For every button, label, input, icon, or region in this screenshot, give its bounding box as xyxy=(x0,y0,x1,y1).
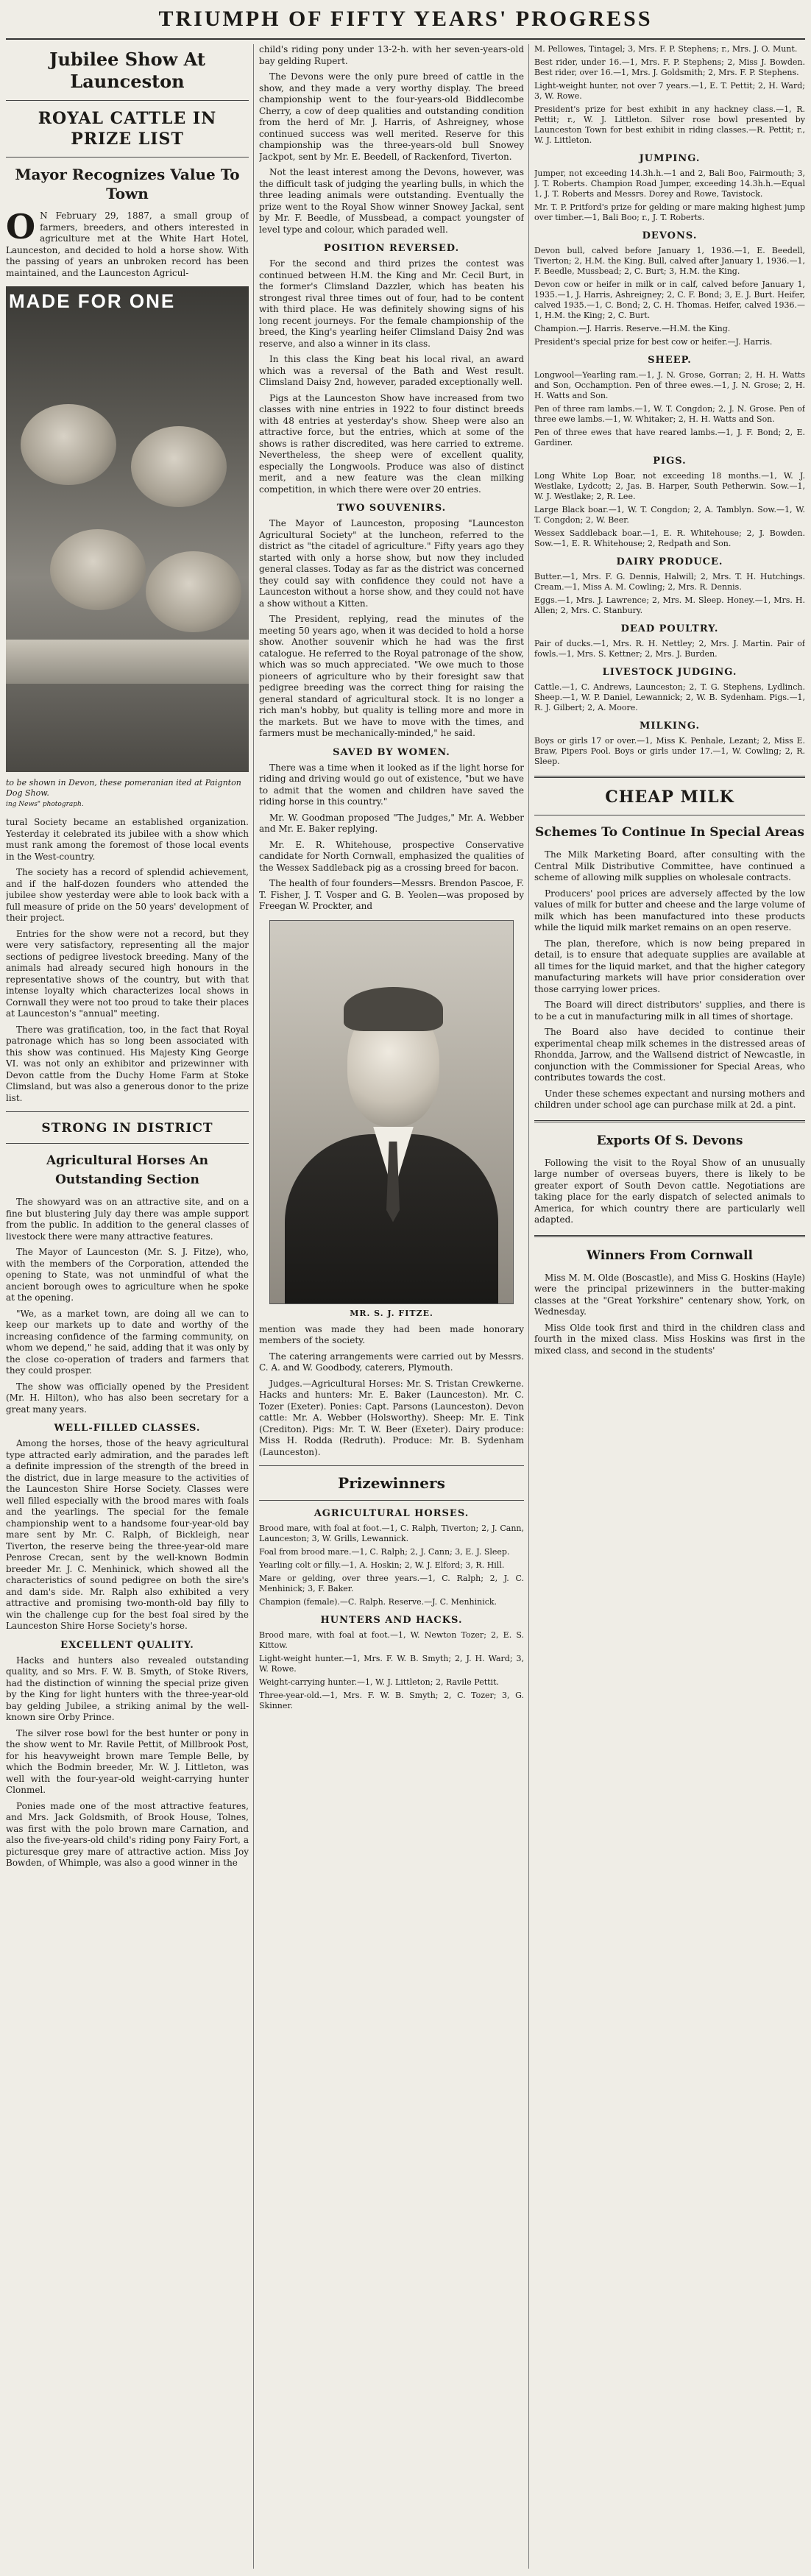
section-position-reversed: POSITION REVERSED. xyxy=(323,243,460,254)
article-paragraph: The society has a record of splendid achievement, and if the half-dozen founders who attended the jubilee show yesterday were able to look back with a full measure of pride on the 50 years' development of their project. xyxy=(6,867,249,923)
article-paragraph: Among the horses, those of the heavy agricultural type attracted early admiration, and the parades left a definite impression of the strength of the breed in the district, due in large measure to the activities of the Launceston Shire Horse Society. Classes were well filled especially with the brood mares with foals and the yearlings. The special for the female championship went to a handsome four-year-old bay mare sent by Mr. C. Ralph, of Bickleigh, near Tiverton, the reserve being the three-year-old mare Penrose Crecan, sent by the well-known Bodmin breeder Mr. J. C. Menhinick, which showed all the characteristics of sound pedigree on both the sire's and dam's side. Mr. Ralph also exhibited a very attractive and promising two-month-old bay filly to win the challenge cup for the best foal sired by the Launceston Shire Horse Society's horse. xyxy=(6,1438,249,1631)
article-paragraph: The catering arrangements were carried out by Messrs. C. A. and W. Goodbody, caterers, Plymouth. xyxy=(259,1351,524,1373)
prize-entry: Boys or girls 17 or over.—1, Miss K. Penhale, Lezant; 2, Miss E. Braw, Pipers Pool. Boys or girls under 17.—1, W. Cowling; 2, R. Sleep. xyxy=(534,736,805,766)
judges-list: Judges.—Agricultural Horses: Mr. S. Tristan Crewkerne. Hacks and hunters: Mr. E. Baker (Launceston). Mr. C. Tozer (Exeter). Ponies: Capt. Parsons (Launceston). Devon cattle: Mr. A. Webber (Holsworthy). Sheep: Mr. E. Tink (Crediton). Pigs: Mr. T. W. Beer (Exeter). Dairy produce: Miss H. Rodda (Redruth). Produce: Mr. B. Sydenham (Launceston). xyxy=(259,1378,524,1457)
headline-royal-cattle: ROYAL CATTLE IN PRIZE LIST xyxy=(38,109,217,149)
article-paragraph: The Board will direct distributors' supplies, and there is to be a cut in manufacturing milk in all times of shortage. xyxy=(534,999,805,1022)
article-paragraph: Pigs at the Launceston Show have increased from two classes with nine entries in 1922 to four distinct breeds with 48 entries at yesterday's show. Sheep were also an attractive force, but the entries, which at some of the shows is rather discredited, was here carried to extreme. Nevertheless, the sheep were of excellent quality, especially the Longwools. Produce was also of distinct merit, and a new feature was the clean milking competition, in which there were over 20 entries. xyxy=(259,392,524,495)
article-paragraph: The Mayor of Launceston (Mr. S. J. Fitze), who, with the members of the Corporation, attended the opening to State, was not unmindful of what the ancient borough owes to agriculture when he spoke at the opening. xyxy=(6,1247,249,1303)
prize-entry: Light-weight hunter.—1, Mrs. F. W. B. Smyth; 2, J. H. Ward; 3, W. Rowe. xyxy=(259,1654,524,1674)
prize-entry: Mare or gelding, over three years.—1, C. Ralph; 2, J. C. Menhinick; 3, F. Baker. xyxy=(259,1574,524,1593)
article-paragraph: There was gratification, too, in the fact that Royal patronage which has so long been associated with this show was continued. His Majesty King George VI. was not only an exhibitor and prizewinner with Devon cattle from the Duchy Home Farm at Stoke Climsland, but was also a generous donor to the prize list. xyxy=(6,1024,249,1103)
article-paragraph: The Board also have decided to continue their experimental cheap milk schemes in the distressed areas of Rhondda, Jarrow, and the Wallsend district of Newcastle, in conjunction with the Commissioner for Special Areas, who contributes towards the cost. xyxy=(534,1027,805,1083)
pomeranian-figure xyxy=(21,404,116,485)
prize-entry: President's special prize for best cow or heifer.—J. Harris. xyxy=(534,337,773,347)
prize-entry: Best rider, under 16.—1, Mrs. F. P. Stephens; 2, Miss J. Bowden. Best rider, over 16.—1, Mrs. J. Goldsmith; 2, Mrs. F. P. Stephens. xyxy=(534,57,805,77)
column-1 xyxy=(6,44,249,2569)
article-paragraph: The Devons were the only pure breed of cattle in the show, and they made a very worthy display. The breed championship went to the four-years-old Biddlecombe Cherry, a cow of deep qualities and outstanding condition from the herd of Mr. J. Harris, of Ashreigney, whose continued success was well merited. Reserve for this championship was the three-years-old bull Snowey Jackpot, sent by Mr. E. Beedell, of Rackenford, Tiverton. xyxy=(259,71,524,162)
headline-strong-in-district: STRONG IN DISTRICT xyxy=(41,1121,213,1136)
lead-text: N February 29, 1887, a small group of farmers, breeders, and others interested in agriculture met at the White Hart Hotel, Launceston, and decided to hold a horse show. With the passing of years an unbroken record has been maintained, and the Launceston Agricul- xyxy=(6,210,249,278)
headline-prizewinners: Prizewinners xyxy=(338,1474,445,1492)
article-paragraph: Hacks and hunters also revealed outstanding quality, and so Mrs. F. W. B. Smyth, of Stoke Rivers, had the distinction of winning the special prize given by the King for light hunters with the three-year-old bay gelding Jubilee, a striking animal by the well-known sire Orby Prince. xyxy=(6,1655,249,1722)
pomeranian-figure xyxy=(146,551,241,632)
mayor-portrait xyxy=(269,920,514,1304)
prize-entry: Long White Lop Boar, not exceeding 18 months.—1, W. J. Westlake, Lydcott; 2, Jas. B. Harper, South Petherwin. Sow.—1, W. J. Westlake; 2, R. Lee. xyxy=(534,471,805,501)
section-agricultural-horses: AGRICULTURAL HORSES. xyxy=(314,1508,470,1519)
pomeranian-figure xyxy=(131,426,227,507)
prize-entry: Brood mare, with foal at foot.—1, W. Newton Tozer; 2, E. S. Kittow. xyxy=(259,1630,524,1650)
section-milking: MILKING. xyxy=(639,721,701,732)
prize-entry: Devon bull, calved before January 1, 1936.—1, E. Beedell, Tiverton; 2, H.M. the King. Bull, calved after January 1, 1936.—1, F. Beedle, Mussbead; 2, C. Burt; 3, H.M. the King. xyxy=(534,246,805,276)
article-paragraph: Mr. E. R. Whitehouse, prospective Conservative candidate for North Cornwall, emphasized the qualities of the Wessex Saddleback pig as a crossing breed for bacon. xyxy=(259,839,524,873)
article-paragraph: "We, as a market town, are doing all we can to keep our markets up to date and worthy of the increasing confidence of the farming community, on whom we depend," he said, adding that it was only by the close co-operation of traders and farmers that they could prosper. xyxy=(6,1308,249,1376)
prize-entry: Foal from brood mare.—1, C. Ralph; 2, J. Cann; 3, E. J. Sleep. xyxy=(259,1547,510,1557)
headline-schemes: Schemes To Continue In Special Areas xyxy=(534,825,804,840)
prize-entry: Large Black boar.—1, W. T. Congdon; 2, A. Tamblyn. Sow.—1, W. T. Congdon; 2, W. Beer. xyxy=(534,505,805,525)
section-pigs: PIGS. xyxy=(653,456,687,467)
headline-cheap-milk: CHEAP MILK xyxy=(605,788,734,807)
section-hunters-hacks: HUNTERS AND HACKS. xyxy=(320,1615,463,1626)
prize-entry: Eggs.—1, Mrs. J. Lawrence; 2, Mrs. M. Sleep. Honey.—1, Mrs. H. Allen; 2, Mrs. C. Stanbury. xyxy=(534,595,805,615)
article-paragraph: tural Society became an established organization. Yesterday it celebrated its jubilee with a show which must rank among the foremost of those local events in the West-country. xyxy=(6,817,249,862)
prize-entry: Pen of three ewes that have reared lambs.—1, J. F. Bond; 2, E. Gardiner. xyxy=(534,428,805,447)
prize-entry: Pair of ducks.—1, Mrs. R. H. Nettley; 2, Mrs. J. Martin. Pair of fowls.—1, Mrs. S. Kettner; 2, Mrs. J. Burden. xyxy=(534,639,805,659)
prize-entry: Three-year-old.—1, Mrs. F. W. B. Smyth; 2, C. Tozer; 3, G. Skinner. xyxy=(259,1691,524,1710)
article-paragraph: The silver rose bowl for the best hunter or pony in the show went to Mr. Ravile Pettit, of Millbrook Post, for his heavyweight brown mare Temple Belle, by which the Bodmin breeder, Mr. W. J. Littleton, was well with the four-year-old weight-carrying hunter Clonmel. xyxy=(6,1727,249,1795)
section-devons: DEVONS. xyxy=(642,230,698,241)
dropcap: O xyxy=(6,207,36,247)
article-paragraph: In this class the King beat his local rival, an award which was a reversal of the Bath and West result. Climsland Daisy 2nd, however, paraded exceptionally well. xyxy=(259,354,524,387)
divider xyxy=(6,1143,249,1144)
photo-credit: ing News" photograph. xyxy=(6,801,84,808)
article-paragraph: mention was made they had been made honorary members of the society. xyxy=(259,1323,524,1345)
article-paragraph: Miss M. M. Olde (Boscastle), and Miss G. Hoskins (Hayle) were the principal prizewinners in the butter-making classes at the "Great Yorkshire" centenary show, York, on Wednesday. xyxy=(534,1272,805,1317)
pomeranian-photo xyxy=(6,286,249,772)
article-paragraph: The showyard was on an attractive site, and on a fine but blustering July day there was ample support from the public. In addition to the general classes of livestock there were many attractive features. xyxy=(6,1197,249,1242)
divider xyxy=(259,1500,524,1501)
prize-entry: Devon cow or heifer in milk or in calf, calved before January 1, 1935.—1, J. Harris, Ashreigney; 2, C. F. Bond; 3, E. J. Burt. Heifer, calved 1935.—1, C. Bond; 2, C. H. Thomas. Heifer, calved 1936.—1, H.M. the King; 2, C. Burt. xyxy=(534,280,805,320)
article-paragraph: The Milk Marketing Board, after consulting with the Central Milk Distributive Committee, have continued a scheme of allowing milk supplies on wholesale contracts. xyxy=(534,849,805,882)
prize-entry: Jumper, not exceeding 14.3h.h.—1 and 2, Bali Boo, Fairmouth; 3, J. T. Roberts. Champion Road Jumper, exceeding 14.3h.h.—Equal 1, J. T. Roberts and Messrs. Dorey and Rowe, Tavistock. xyxy=(534,169,805,199)
section-jumping: JUMPING. xyxy=(639,153,701,164)
article-paragraph: There was a time when it looked as if the light horse for riding and driving would go out of existence, "but we have to admit that the women and children have saved the riding horse in this country." xyxy=(259,762,524,807)
section-excellent-quality: EXCELLENT QUALITY. xyxy=(60,1639,194,1651)
section-livestock-judging: LIVESTOCK JUDGING. xyxy=(602,667,737,678)
headline-exports: Exports Of S. Devons xyxy=(596,1133,743,1148)
photo-caption xyxy=(6,778,249,810)
headline-agricultural-horses: Agricultural Horses An Outstanding Section xyxy=(46,1153,208,1187)
article-paragraph: Following the visit to the Royal Show of an unusually large number of overseas buyers, there is likely to be greater export of South Devon cattle. Negotiations are taking place for the early dispatch of selected animals to America, for which country there are particularly well adapted. xyxy=(534,1157,805,1225)
column-rule xyxy=(528,44,529,2569)
article-paragraph: Producers' pool prices are adversely affected by the low values of milk for butter and cheese and the large volume of milk which has been manufactured into these products while the liquid milk market remains on an open reserve. xyxy=(534,888,805,933)
section-saved-by-women: SAVED BY WOMEN. xyxy=(333,746,450,758)
headline-winners-cornwall: Winners From Cornwall xyxy=(587,1248,753,1263)
article-paragraph: The show was officially opened by the President (Mr. H. Hilton), who has also been secretary for a great many years. xyxy=(6,1381,249,1415)
section-dairy-produce: DAIRY PRODUCE. xyxy=(616,556,723,567)
prize-entry: Wessex Saddleback boar.—1, E. R. Whitehouse; 2, J. Bowden. Sow.—1, E. R. Whitehouse; 2, Redpath and Son. xyxy=(534,528,805,548)
prize-entry: Pen of three ram lambs.—1, W. T. Congdon; 2, J. N. Grose. Pen of three ewe lambs.—1, W. Whitaker; 2, H. H. Watts and Son. xyxy=(534,404,805,424)
divider xyxy=(534,776,805,778)
prize-entry: Champion.—J. Harris. Reserve.—H.M. the King. xyxy=(534,324,731,333)
article-paragraph: Ponies made one of the most attractive features, and Mrs. Jack Goldsmith, of Brook House, Tolnes, was first with the polo brown mare Carnation, and also the five-years-old child's riding pony Fairy Fort, a picturesque grey mare of attractive action. Miss Joy Bowden, of Whimple, was also a good winner in the xyxy=(6,1800,249,1868)
portrait-hair xyxy=(344,987,443,1031)
portrait-caption: MR. S. J. FITZE. xyxy=(350,1308,433,1318)
article-paragraph: Entries for the show were not a record, but they were very satisfactory, representing all the major sections of pedigree livestock breeding. Many of the animals had already secured high honours in the representative shows of the country, but with that intense loyalty which characterizes local shows in Cornwall they were not too proud to take their places at Launceston's "annual" meeting. xyxy=(6,928,249,1019)
column-rule xyxy=(253,44,254,2569)
prize-entry: M. Pellowes, Tintagel; 3, Mrs. F. P. Stephens; r., Mrs. J. O. Munt. xyxy=(534,44,798,54)
divider xyxy=(534,1235,805,1237)
section-two-souvenirs: TWO SOUVENIRS. xyxy=(336,503,447,514)
prize-list-horses xyxy=(259,1508,524,1711)
article-paragraph: Mr. W. Goodman proposed "The Judges," Mr. A. Webber and Mr. E. Baker replying. xyxy=(259,812,524,834)
photo-title: MADE FOR ONE xyxy=(9,290,176,312)
article-paragraph: Not the least interest among the Devons, however, was the difficult task of judging the yearling bulls, in which the three leading animals were outstanding. Eventually the prize went to the Royal Show winner Snowey Jackal, sent by Mr. F. Beedle, of Mussbead, a compact youngster of level type and colour, which paraded well. xyxy=(259,167,524,235)
prize-entry: Cattle.—1, C. Andrews, Launceston; 2, T. G. Stephens, Lydlinch. Sheep.—1, W. P. Daniel, Lewannick; 2, W. B. Sydenham. Pigs.—1, R. J. Gilbert; 2, A. Moore. xyxy=(534,682,805,712)
prize-entry: Light-weight hunter, not over 7 years.—1, E. T. Pettit; 2, H. Ward; 3, W. Rowe. xyxy=(534,81,805,101)
divider xyxy=(259,1465,524,1466)
photo-table xyxy=(6,640,249,684)
lead-paragraph xyxy=(6,207,249,279)
divider xyxy=(6,157,249,158)
section-well-filled: WELL-FILLED CLASSES. xyxy=(54,1423,201,1434)
article-paragraph: Miss Olde took first and third in the children class and fourth in the mixed class. Miss Hoskins was first in the mixed class, and second in the students' xyxy=(534,1322,805,1356)
article-paragraph: Under these schemes expectant and nursing mothers and children under school age can purchase milk at 2d. a pint. xyxy=(534,1088,805,1110)
article-paragraph: The plan, therefore, which is now being prepared in detail, is to ensure that adequate supplies are available at all times for the liquid market, and that the higher category manufacturing markets will have prior consideration over those carrying lower prices. xyxy=(534,938,805,994)
article-paragraph: The Mayor of Launceston, proposing "Launceston Agricultural Society" at the luncheon, referred to the district as "the citadel of agriculture." Fifty years ago they started with only a horse show, but now they included general classes. Today as far as the district was concerned they could say with confidence they could not have a Launceston without a horse show, and they could not have a show without a Kitten. xyxy=(259,518,524,609)
prize-entry: Champion (female).—C. Ralph. Reserve.—J. C. Menhinick. xyxy=(259,1597,497,1607)
section-sheep: SHEEP. xyxy=(648,355,692,366)
headline-jubilee-show: Jubilee Show At Launceston xyxy=(49,49,205,92)
article-paragraph: The President, replying, read the minutes of the meeting 50 years ago, when it was decided to hold a horse show. Another souvenir which he had was the first catalogue. He referred to the Royal patronage of the show, which was so much appreciated. "We owe much to those pioneers of agriculture who by their foresight saw that pedigree breeding was the correct thing for raising the general standard of agricultural stock. It is no longer a rich man's hobby, but quality is telling more and more in the markets. But we have to move with the times, and farmers must be mechanically-minded," he said. xyxy=(259,614,524,738)
divider xyxy=(534,1120,805,1122)
column-3 xyxy=(534,44,805,2569)
prize-entry: Yearling colt or filly.—1, A. Hoskin; 2, W. J. Elford; 3, R. Hill. xyxy=(259,1560,505,1570)
column-2 xyxy=(259,44,524,2569)
article-paragraph: For the second and third prizes the contest was continued between H.M. the King and Mr. Cecil Burt, in the former's Climsland Dazzler, which has beaten his strongest rival three times out of four, had to be content with third place. He was definitely showing signs of his long recent journeys. For the female championship of the breed, the King's yearling heifer Climsland Daisy 2nd was reserve, and also a winner in its class. xyxy=(259,258,524,349)
divider xyxy=(6,100,249,101)
article-paragraph: The health of four founders—Messrs. Brendon Pascoe, F. T. Fisher, J. T. Vosper and G. B. Yeolen—was proposed by Freegan W. Prockter, and xyxy=(259,878,524,911)
prize-entry: Butter.—1, Mrs. F. G. Dennis, Halwill; 2, Mrs. T. H. Hutchings. Cream.—1, Miss A. M. Cowling; 2, Mrs. R. Dennis. xyxy=(534,572,805,592)
headline-mayor: Mayor Recognizes Value To Town xyxy=(15,166,240,202)
photo-caption-text: to be shown in Devon, these pomeranian ited at Paignton Dog Show. xyxy=(6,778,241,798)
prize-entry: Longwool—Yearling ram.—1, J. N. Grose, Gorran; 2, H. H. Watts and Son, Occhamption. Pen of three ewes.—1, J. N. Grose; 2, H. H. Watts and Son. xyxy=(534,370,805,400)
article-paragraph: child's riding pony under 13-2-h. with her seven-years-old bay gelding Rupert. xyxy=(259,44,524,66)
prize-entry: Mr. T. P. Pritford's prize for gelding or mare making highest jump over timber.—1, Bali Boo; r., J. T. Roberts. xyxy=(534,202,805,222)
page-banner: TRIUMPH OF FIFTY YEARS' PROGRESS xyxy=(6,0,805,40)
prize-entry: Weight-carrying hunter.—1, W. J. Littleton; 2, Ravile Pettit. xyxy=(259,1677,499,1687)
divider xyxy=(6,1111,249,1112)
prize-list-continued xyxy=(534,44,805,767)
prize-entry: Brood mare, with foal at foot.—1, C. Ralph, Tiverton; 2, J. Cann, Launceston; 3, W. Grills, Lewannick. xyxy=(259,1524,524,1543)
prize-entry: President's prize for best exhibit in any hackney class.—1, R. Pettit; r., W. J. Littleton. Silver rose bowl presented by Launceston Town for best exhibit in riding classes.—R. Pettit; r., W. J. Littleton. xyxy=(534,105,805,145)
section-dead-poultry: DEAD POULTRY. xyxy=(620,623,719,634)
pomeranian-figure xyxy=(50,529,146,610)
